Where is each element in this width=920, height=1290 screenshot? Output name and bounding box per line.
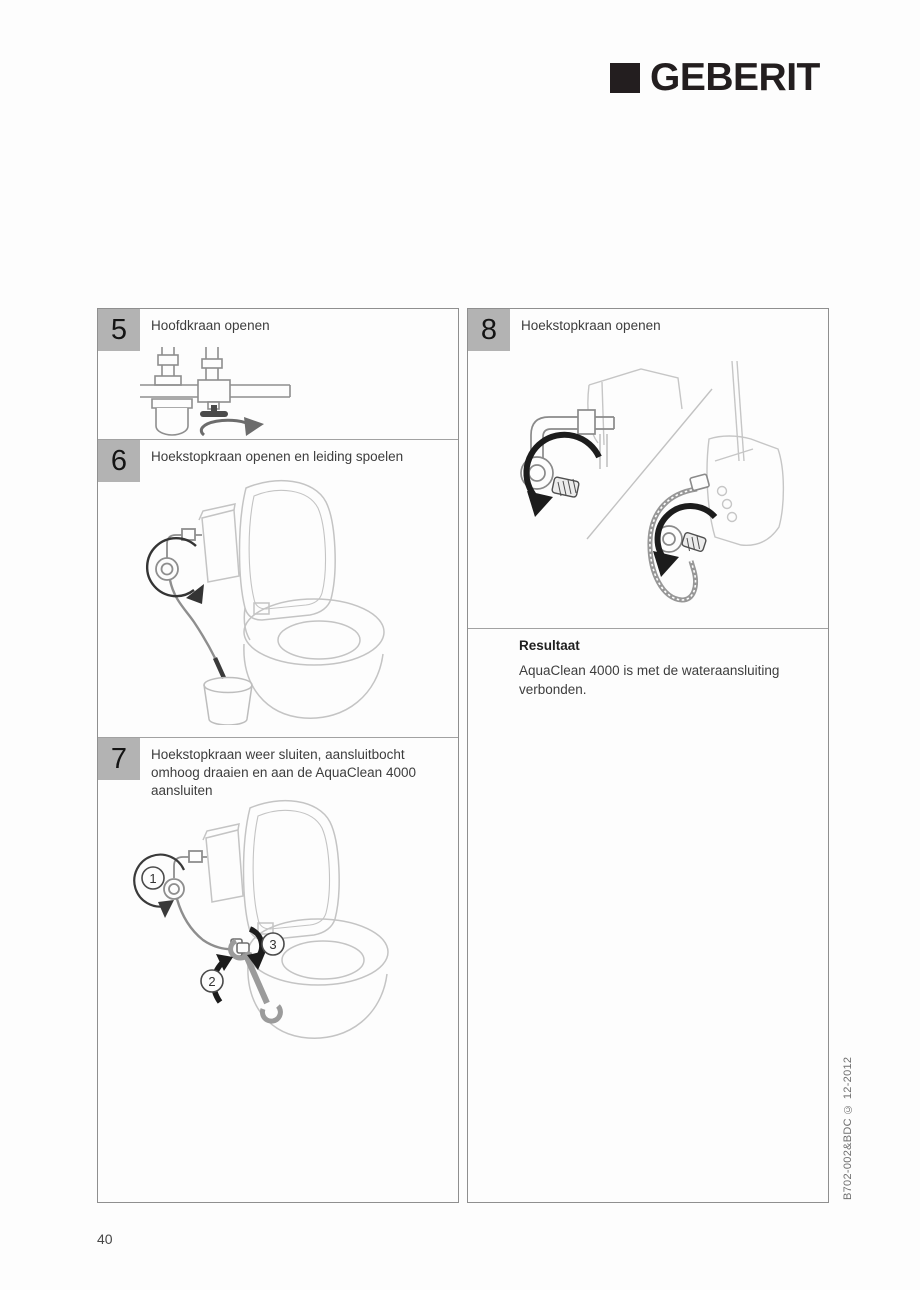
result-text: AquaClean 4000 is met de wateraansluiting verbonden. — [519, 663, 780, 697]
step-7-illustration-connect — [132, 794, 407, 1052]
step-7-number: 7 — [98, 738, 140, 780]
step-7-title: Hoekstopkraan weer sluiten, aansluitbocht omhoog draaien en aan de AquaClean 4000 aansluiten — [151, 747, 416, 798]
callout-1-label: 1 — [149, 871, 157, 886]
callout-3-label: 3 — [269, 937, 277, 952]
instruction-column-right — [467, 308, 829, 1203]
angle-valve-icon — [156, 529, 202, 580]
step-5-illustration-main-valve — [138, 347, 296, 439]
hose-coupling — [690, 474, 710, 491]
section-divider — [468, 628, 828, 629]
document-code: B702-002&BDC © 12-2012 — [842, 1056, 854, 1200]
aquaclean-unit-outline — [707, 361, 783, 545]
geberit-logo — [610, 56, 820, 99]
step-8-illustration-open-valve — [501, 349, 804, 612]
section-divider — [98, 737, 458, 738]
valve-knob-icon — [552, 477, 580, 498]
step-6-title: Hoekstopkraan openen en leiding spoelen — [151, 449, 404, 464]
turn-arrow-icon — [201, 417, 264, 436]
valve-handle-icon — [200, 405, 228, 417]
step-6-number: 6 — [98, 440, 140, 482]
page-number: 40 — [97, 1231, 113, 1247]
hose-nozzle — [215, 658, 224, 678]
section-divider — [98, 439, 458, 440]
step-8-title: Hoekstopkraan openen — [521, 318, 661, 333]
toilet-outline — [199, 481, 384, 719]
connection-hose — [177, 899, 234, 949]
view-divider — [587, 389, 712, 539]
bucket-icon — [204, 678, 252, 725]
result-heading: Resultaat — [519, 638, 580, 653]
callout-2-label: 2 — [208, 974, 216, 989]
step-5-title: Hoofdkraan openen — [151, 318, 270, 333]
toilet-outline — [203, 801, 388, 1039]
step-5-number: 5 — [98, 309, 140, 351]
logo-square-icon — [610, 63, 640, 93]
step-6-illustration-toilet-flush — [142, 472, 399, 725]
logo-text: GEBERIT — [650, 56, 820, 99]
instruction-column-left — [97, 308, 459, 1203]
step-8-number: 8 — [468, 309, 510, 351]
valve-knob-icon — [681, 532, 706, 552]
cistern-corner — [588, 369, 682, 445]
angle-valve-icon — [164, 851, 207, 899]
